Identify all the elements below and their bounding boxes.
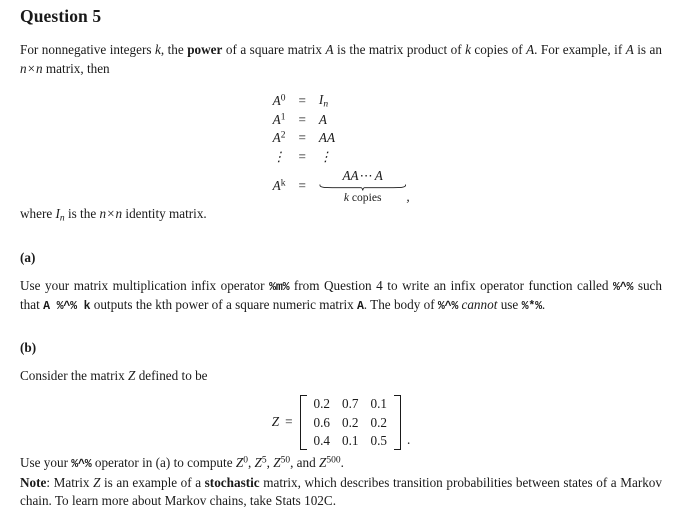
matrix-z-block [20,395,662,451]
use-text-2: operator in (a) to compute [91,455,236,471]
brace-var-k: k [343,190,349,204]
part-a-space-2 [77,300,84,313]
eqk-rhs-left: AA [342,167,359,183]
matrix-cell: 0.5 [370,433,387,449]
part-b-text-2: defined to be [135,367,208,383]
matrix-cell: 0.2 [313,396,330,412]
math-var-A-3: A [625,42,634,57]
matrix-cell: 0.1 [370,396,387,412]
eq1-exponent: 1 [280,112,286,123]
equation-vdots-rhs: ⋮ [318,148,333,164]
matrix-cell: 0.2 [370,414,387,430]
where-times-symbol: × [107,205,115,221]
intro-text-1: For nonnegative integers [20,42,155,57]
matrix-row [308,395,393,414]
matrix-z-equation [272,395,411,451]
section-label-a: (a) [20,249,36,265]
eqk-trailing-comma: , [406,188,410,204]
eq0-exponent: 0 [280,93,286,104]
term-stochastic: stochastic [204,474,260,490]
math-z-2: Z [254,455,262,471]
note-text-2: is an example of a [100,474,205,490]
where-text-1: where [20,205,56,221]
math-identity-sub: n [59,213,65,224]
matrix-z-equals: = [285,414,293,430]
brace-copies-text: copies [348,190,382,204]
document-content [20,6,662,511]
math-z-3: Z [273,455,281,471]
intro-text-7: is an [633,42,662,57]
math-z-3-exponent: 50 [280,455,291,466]
intro-text-6: . For example, if [534,42,626,57]
where-var-n2: n [115,205,123,221]
where-text-3: identity matrix. [122,205,207,221]
equation-row-rel-0: = [298,93,306,109]
equation-row-rhs-2: AA [318,129,336,145]
part-a-text-3: such that [20,277,662,313]
part-a-space-1 [50,300,57,313]
intro-text-8: matrix, then [42,60,110,76]
equation-row-rel-1: = [298,111,306,127]
note-text-1: : Matrix [46,474,94,490]
math-z-1: Z [235,455,244,471]
note-paragraph [20,474,662,511]
equation-row-rhs-1: A [318,111,327,127]
math-var-A-2: A [526,42,535,57]
equation-row-rel-2: = [298,129,306,145]
equation-row-rhs-0 [319,92,410,109]
operator-builtin-matmul: %*% [521,300,542,314]
math-z-4-exponent: 500 [326,455,341,466]
underbrace-icon [319,184,407,191]
intro-text-5: copies of [470,42,527,57]
power-equation-block [20,92,662,204]
equation-vdots-lhs: ⋮ [272,148,286,164]
equation-array [272,92,409,204]
emphasis-cannot: cannot [461,297,498,313]
eq0-rhs-base: I [318,92,324,108]
matrix-cell: 0.7 [342,396,359,412]
equation-row-rel-k: = [298,178,306,194]
equation-row-lhs-2 [272,130,285,146]
math-var-n: n [20,60,27,76]
matrix-cell: 0.1 [342,433,359,449]
matrix-cell: 0.2 [342,414,359,430]
equation-vdots-rel: = [298,148,306,164]
underbrace-label [319,188,410,204]
use-sep-3: , and [290,455,319,471]
intro-paragraph [20,41,662,78]
note-text-3: matrix, which describes transition probabilities between states of a Markov chain. To learn more about Markov chains, take Stats 102C. [20,474,662,509]
note-label: Note [20,474,47,490]
math-z-1-exponent: 0 [243,455,248,466]
part-b-lead [20,367,662,386]
underbrace-group [319,167,410,204]
matrix-z-name: Z [271,414,280,430]
use-sep-2: , [266,455,274,471]
part-a-text-7: . [541,297,546,313]
bracket-left-icon [300,395,307,451]
eq2-exponent: 2 [280,130,286,141]
where-var-n1: n [99,205,107,221]
intro-text-4: is the matrix product of [333,42,466,57]
eqk-exponent: k [280,178,286,189]
part-a-text-1: Use your matrix multiplication infix operator [20,277,270,293]
math-var-n-2: n [36,60,43,76]
underbrace-expression [342,168,382,183]
equation-row-lhs-k [272,178,285,194]
eqk-base: A [272,178,281,194]
times-symbol: × [27,60,36,76]
eq1-base: A [272,111,281,127]
intro-text-3: of a square matrix [222,42,326,57]
math-var-k-2: k [465,42,471,57]
part-a-text-2: from Question 4 to write an infix operator function called [289,277,614,293]
use-sep-1: , [247,455,255,471]
part-a-text-5: . The body of [363,297,438,313]
math-var-k: k [154,42,161,57]
part-a-text-4: outputs the kth power of a square numeric matrix [90,297,358,313]
section-label-b: (b) [20,339,37,355]
math-identity-I: I [55,205,60,221]
math-z-4: Z [319,455,327,471]
operator-power-3: %^% [437,300,459,314]
code-arg-A-2: A [357,300,364,314]
operator-matmul: %m% [269,280,290,294]
matrix-cell: 0.4 [313,433,330,449]
equation-row-lhs-0 [272,93,285,109]
where-line [20,205,662,226]
intro-text-2: , the [160,42,188,57]
eq0-base: A [272,93,281,109]
matrix-cell: 0.6 [313,414,330,430]
operator-power: %^% [613,280,634,294]
equation-row-lhs-1 [272,112,285,128]
matrix-row [308,432,393,451]
where-text-2: is the [64,205,100,221]
part-b-text-1: Consider the matrix [20,367,129,383]
math-var-Z: Z [128,367,136,383]
part-b-use-line [20,454,662,473]
cdots-symbol: ⋯ [359,167,374,183]
bracket-right-icon [394,395,401,451]
operator-power-2: %^% [56,300,77,314]
matrix-z-table [308,395,393,451]
part-a-paragraph [20,277,662,316]
math-var-Z-note: Z [93,474,101,490]
code-arg-k: k [83,300,91,314]
math-var-A: A [325,42,334,57]
use-text-3: . [340,455,344,471]
operator-power-4: %^% [71,458,92,472]
matrix-trailing-period: . [406,432,411,448]
code-arg-A: A [43,300,50,314]
math-z-2-exponent: 5 [261,455,267,466]
page-title: Question 5 [20,6,102,26]
use-text-1: Use your [20,455,72,471]
term-power: power [187,42,223,57]
matrix-row [308,413,393,432]
part-a-text-6: use [497,297,522,313]
equation-row-rhs-k [319,168,410,205]
eqk-rhs-right: A [374,167,383,183]
eq2-base: A [272,129,281,145]
eq0-rhs-sub: n [323,99,329,110]
matrix-z-brackets [300,395,401,451]
